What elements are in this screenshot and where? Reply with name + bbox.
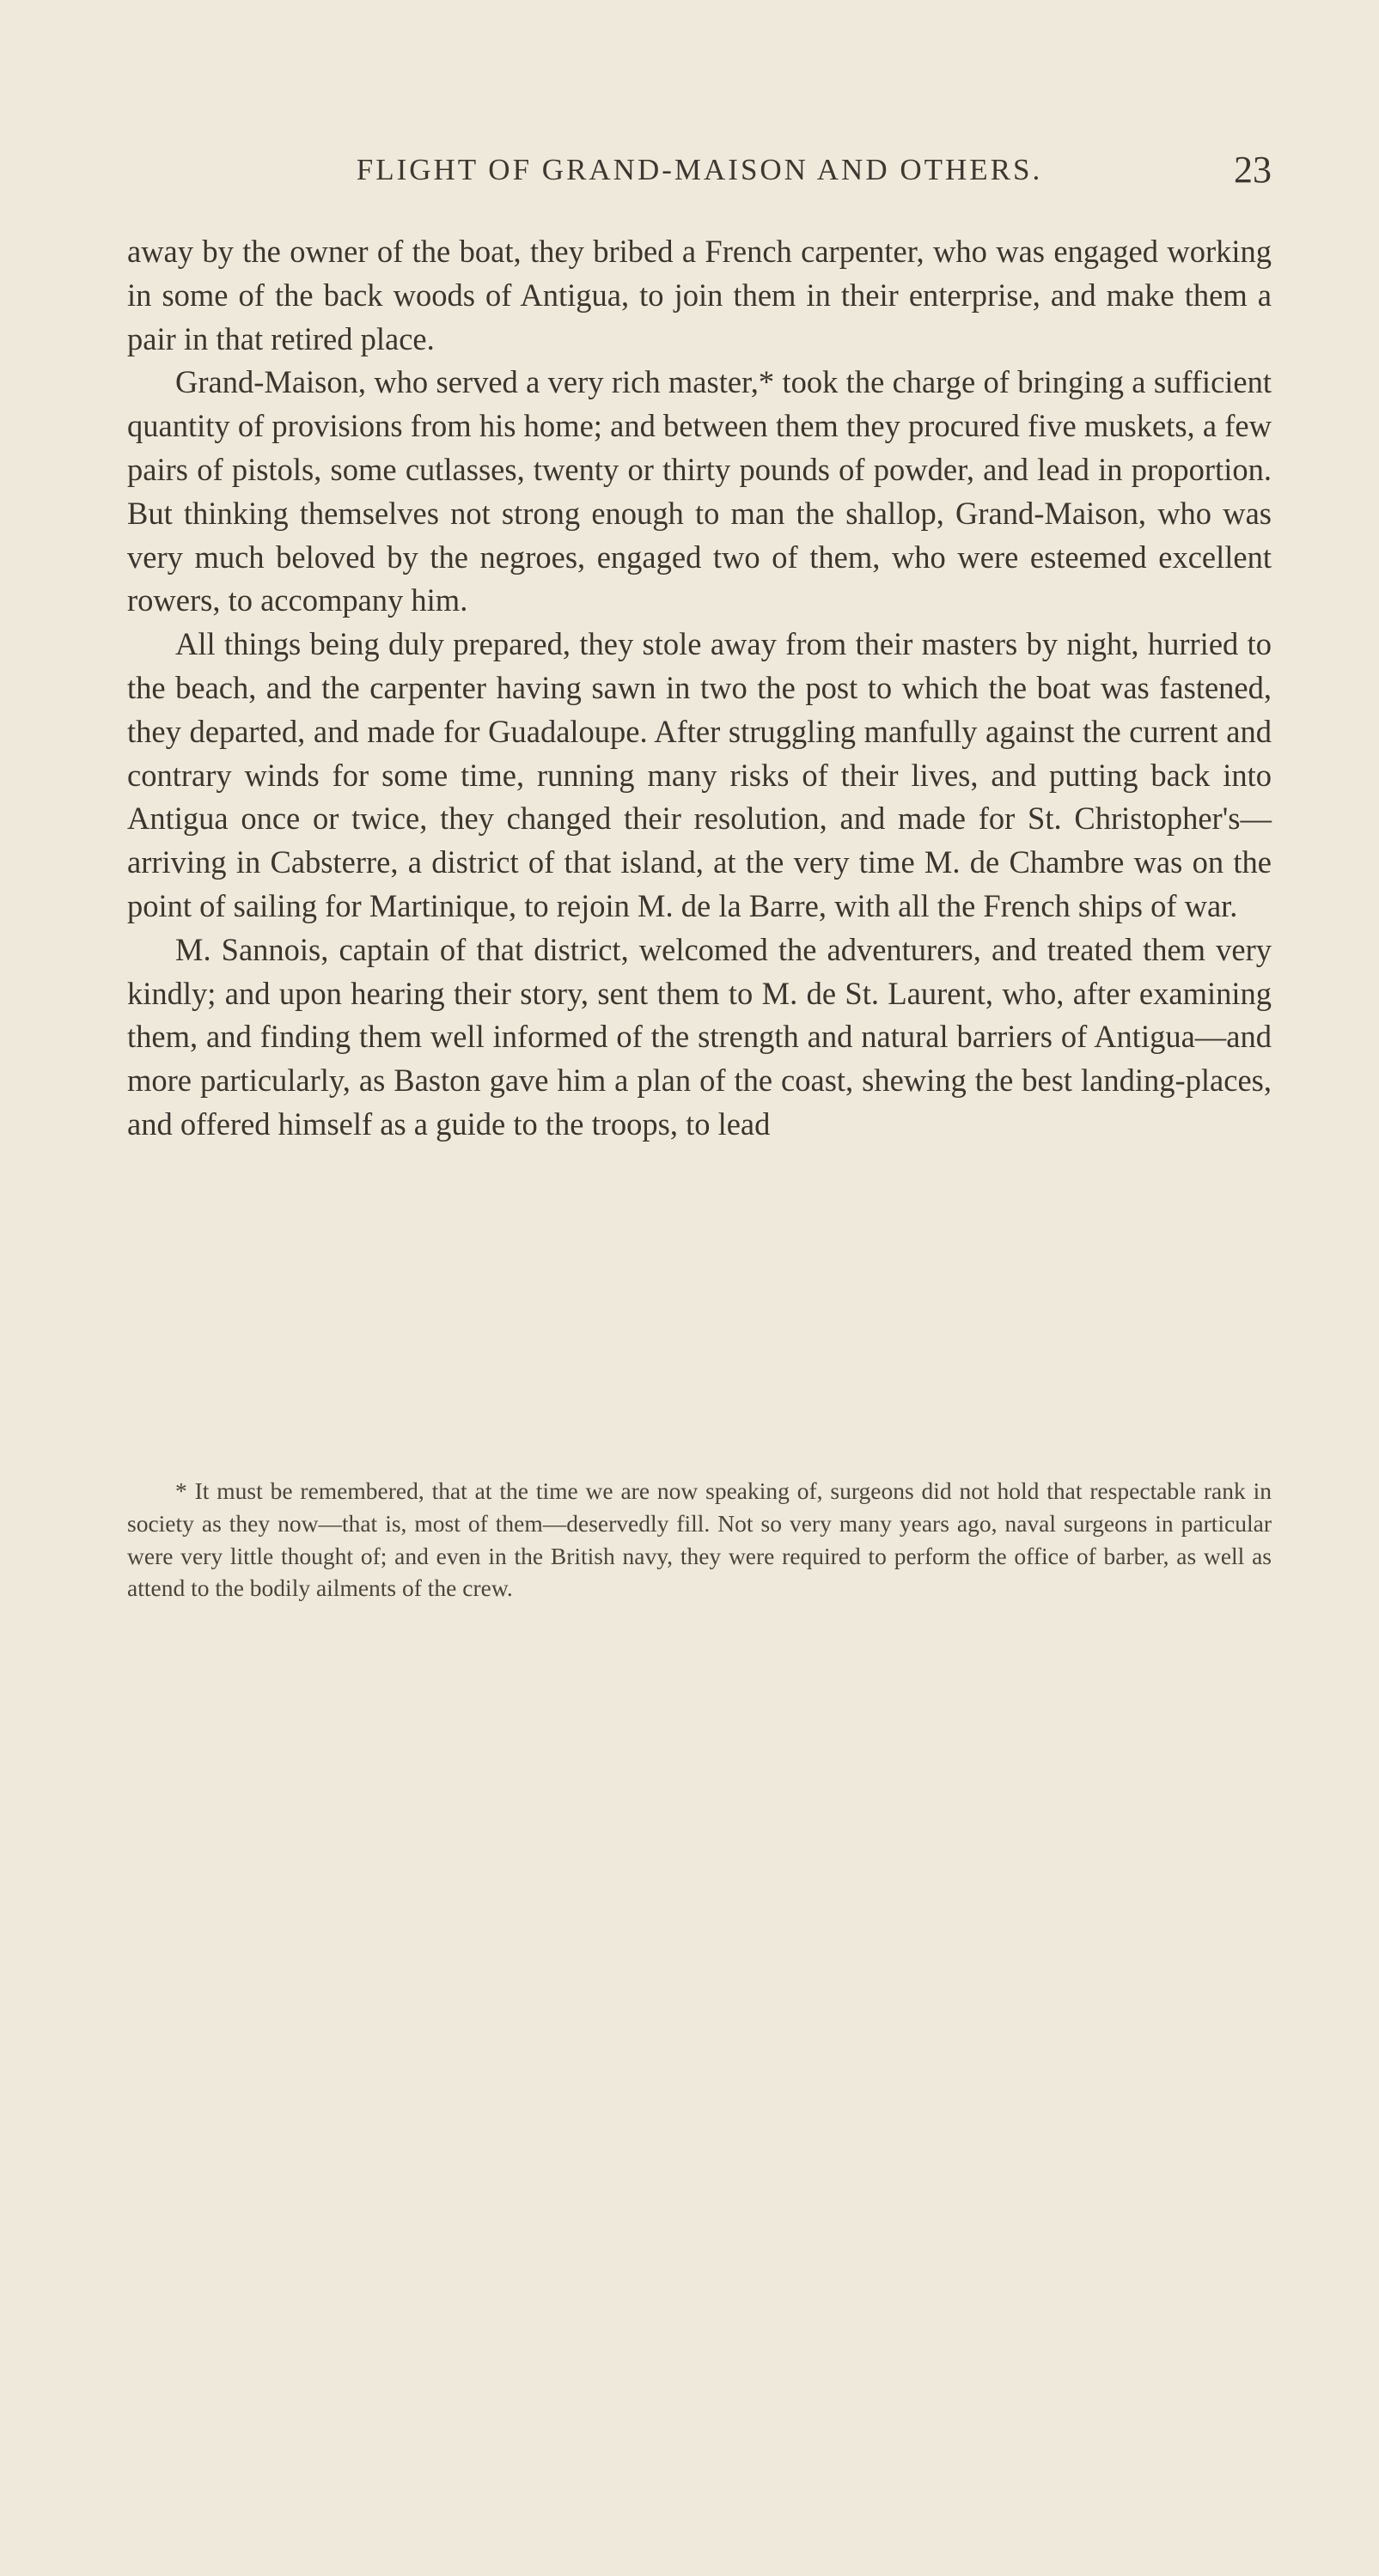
paragraph-4: M. Sannois, captain of that district, welcomed the adventurers, and treated them very kindly; and upon hearing their story, sent them to M. de St. Laurent, who, after examining them, and finding them well informed of the strength and natural barriers of Antigua—and more particularly, as Baston gave him a plan of the coast, shewing the best landing-places, and offered himself as a guide to the troops, to lead [127, 931, 1272, 1142]
paragraph-1: away by the owner of the boat, they bribed a French carpenter, who was engaged working in some of the back woods of Antigua, to join them in their enterprise, and make them a pair in that retired place. [127, 234, 1272, 356]
body-text [127, 230, 1272, 1147]
paragraph-3: All things being duly prepared, they stole away from their masters by night, hurried to the beach, and the carpenter having sawn in two the post to which the boat was fastened, they departed, and made for Guadaloupe. After struggling manfully against the current and contrary winds for some time, running many risks of their lives, and putting back into Antigua once or twice, they changed their resolution, and made for St. Christopher's—arriving in Cabsterre, a district of that island, at the very time M. de Chambre was on the point of sailing for Martinique, to rejoin M. de la Barre, with all the French ships of war. [127, 626, 1272, 923]
running-head [127, 149, 1272, 204]
paragraph-2: Grand-Maison, who served a very rich master,* took the charge of bringing a sufficient quantity of provisions from his home; and between them they procured five muskets, a few pairs of pistols, some cutlasses, twenty or thirty pounds of powder, and lead in proportion. But thinking themselves not strong enough to man the shallop, Grand-Maison, who was very much beloved by the negroes, engaged two of them, who were esteemed excellent rowers, to accompany him. [127, 364, 1272, 618]
page-number: 23 [1234, 149, 1272, 191]
footnote [127, 1475, 1272, 1605]
footnote-text: * It must be remembered, that at the time we are now speaking of, surgeons did not hold that respectable rank in society as they now—that is, most of them—deservedly fill. Not so very many years ago, naval surgeons in particular were very little thought of; and even in the British navy, they were required to perform the office of barber, as well as attend to the bodily ailments of the crew. [127, 1477, 1272, 1602]
running-title: FLIGHT OF GRAND-MAISON AND OTHERS. [356, 153, 1043, 186]
